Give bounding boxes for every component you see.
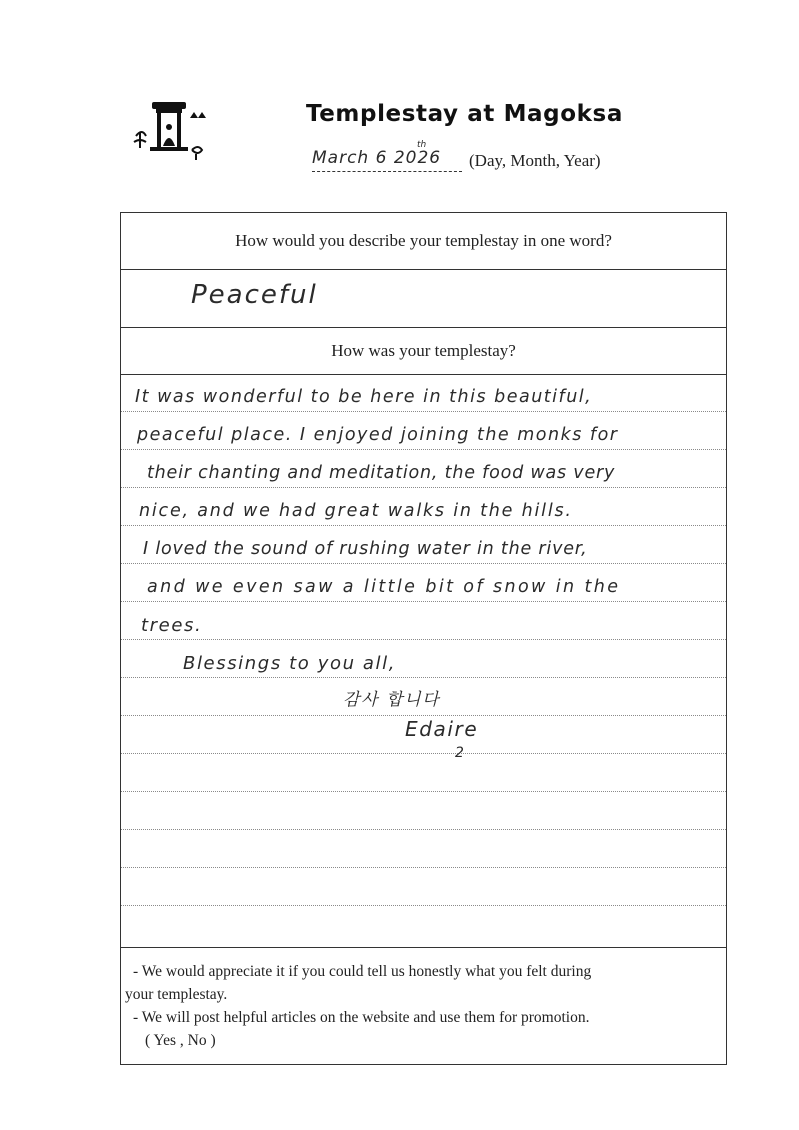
consent-options: ( Yes , No ) [145, 1032, 216, 1049]
ruled-line [121, 791, 726, 792]
date-format-hint: (Day, Month, Year) [469, 151, 601, 170]
handwritten-line: their chanting and meditation, the food was very [147, 463, 616, 483]
ruled-line [121, 411, 726, 412]
date-ordinal-suffix: th [417, 140, 427, 150]
ruled-line [121, 639, 726, 640]
answer-one-word-row [121, 270, 726, 328]
feedback-form [120, 212, 727, 1065]
question-one-word-row [121, 213, 726, 270]
temple-logo-icon [128, 98, 214, 170]
ruled-line [121, 677, 726, 678]
ruled-line [121, 867, 726, 868]
handwritten-date: March 6 2026 [312, 148, 442, 168]
notes-section [121, 947, 726, 1064]
handwritten-korean-thanks: 감사 합니다 [343, 690, 441, 710]
handwritten-line: nice, and we had great walks in the hills. [139, 501, 573, 521]
ruled-line [121, 563, 726, 564]
page-title: Templestay at Magoksa [306, 101, 623, 127]
ruled-line [121, 525, 726, 526]
handwritten-line: and we even saw a little bit of snow in the [147, 577, 621, 597]
note-honesty: - We would appreciate it if you could tell us honestly what you felt during [133, 963, 592, 980]
ruled-line [121, 449, 726, 450]
date-field [312, 140, 672, 176]
question-one-word: How would you describe your templestay in one word? [235, 231, 612, 250]
note-promotion: - We will post helpful articles on the website and use them for promotion. [133, 1009, 590, 1026]
ruled-line [121, 601, 726, 602]
ruled-line [121, 905, 726, 906]
ruled-line [121, 829, 726, 830]
question-how-row [121, 328, 726, 375]
answer-lines-area [121, 375, 726, 947]
date-underline [312, 171, 462, 172]
handwritten-mark: 2 [455, 745, 466, 761]
handwritten-line: It was wonderful to be here in this beautiful, [135, 387, 593, 407]
handwritten-line: peaceful place. I enjoyed joining the monks for [137, 425, 619, 445]
handwritten-signature: Edaire [405, 717, 479, 741]
handwritten-line: I loved the sound of rushing water in the river, [143, 539, 588, 559]
handwritten-line: trees. [141, 615, 203, 636]
ruled-line [121, 753, 726, 754]
ruled-line [121, 487, 726, 488]
note-honesty-cont: your templestay. [125, 986, 228, 1003]
ruled-line [121, 715, 726, 716]
answer-one-word: Peaceful [191, 280, 318, 310]
question-how: How was your templestay? [331, 341, 516, 360]
handwritten-closing: Blessings to you all, [183, 653, 397, 674]
